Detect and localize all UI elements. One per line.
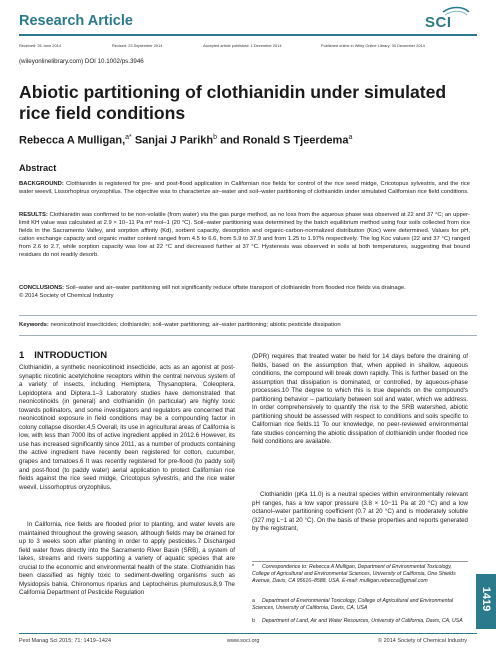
logo-text: SCI (425, 14, 452, 31)
footnote-mark: a (252, 598, 255, 604)
accepted-date: Accepted article published: 1 December 2014 (203, 43, 282, 48)
author-affiliation-mark: b (213, 134, 218, 141)
intro-paragraph-text: In California, rice fields are flooded prior to planting, and water levels are maintained throughout the growing season, although fields may be drained for up to 3 weeks soon after planting in order to apply pesticides.7 Discharged field water flows directly into the Sacramento River Basin (SRB), a system of lakes, streams and rivers supporting a variety of aquatic species that are crucial to the economic and environmental health of the state. Clothianidin has been classified as highly toxic to sediment-dwelling organisms such as Mysidopsis bahia, Chironomus riparius and Leptocheirus plumulosus.8,9 The California Department of Pesticide Regulation (19, 521, 235, 597)
abstract-results (19, 211, 470, 260)
header-rule (19, 34, 477, 36)
section-number: 1 (19, 350, 25, 361)
page-number: 1419 (480, 586, 492, 612)
intro-paragraph: (DPR) requires that treated water be held for 14 days before the draining of fields, based on the assumption that, when applied in shallow, aqueous conditions, the compound will break down rapidly. This is further based on the assumption that dissipation is dominated, or controlled, by aqueous-phase processes.10 The degree to which this is true depends on the compound's partitioning behavior – particularly between soil and water, which we address. In order comprehensively to quantify the risk to the SRB watershed, abiotic partitioning should be assessed with respect to conditions and soils specific to Californian rice fields.11 To our knowledge, no peer-reviewed environmental fate studies concerning the abiotic dissipation of clothianidin under flooded rice field conditions are available. (252, 353, 468, 446)
intro-paragraph-text: Clothianidin (pKa 11.0) is a neutral species within environmentally relevant pH ranges, has a low vapor pressure (3.8 × 10−11 Pa at 20 °C) and a low octanol–water partitioning coefficient (0.7 at 20 °C) and is moderately soluble (327 mg L−1 at 20 °C). On the basis of these properties and reports generated by the registrant, (252, 491, 468, 533)
author-name: Sanjai J Parikh (134, 134, 214, 147)
sci-logo (413, 4, 473, 34)
footer-rule (19, 633, 477, 634)
abstract-copyright: © 2014 Society of Chemical Industry (19, 293, 114, 300)
footnote (252, 618, 468, 625)
revised-date: Revised: 23 September 2014 (112, 43, 163, 48)
keywords-rule-bottom (19, 335, 477, 336)
journal-citation: Pest Manag Sci 2015; 71: 1419–1424 (19, 638, 112, 644)
page-number-tab (476, 574, 496, 629)
abstract-text: Clothianidin is registered for pre- and post-flood application in Californian rice fields for control of the rice seed midge, Cricotopus sylvestris, and the rice water weevil, Lissorhoptrus oryzophilus. The objective was to characterize air–water and soil–water partitioning of clothianidin under simulated Californian rice field conditions. (19, 181, 470, 196)
abstract-background (19, 180, 470, 196)
author-list (19, 134, 352, 147)
abstract-conclusions (19, 284, 470, 300)
abstract-label: RESULTS: (19, 212, 48, 218)
article-title: Abiotic partitioning of clothianidin under simulated rice field conditions (19, 82, 447, 123)
abstract-label: BACKGROUND: (19, 181, 64, 187)
received-date: Received: 26 June 2014 (19, 43, 61, 48)
author-affiliation-mark: a (348, 134, 353, 141)
author-affiliation-mark: a* (125, 134, 132, 141)
abstract-text: Clothianidin was confirmed to be non-volatile (from water) via the gas purge method, as no loss from the aqueous phase was observed at 22 and 37 °C; an upper-limit KH value was calculated at 2.9 × 10−11 Pa m³ mol−1 (20 °C). Soil–water partitioning was determined by the batch equilibrium method using four soils collected from rice fields in the Sacramento Valley, and sorption affinity (Kd), sorbent capacity, desorption and organic-carbon-normalized distribution (Koc) were determined. Values for pH, cation exchange capacity and organic matter content ranged from 4.5 to 6.6, from 5.9 to 37.9 and from 1.25 to 1.97% respectively. The log Koc values (22 and 37 °C) ranged from 2.6 to 2.7, while sorption capacity was low at 22 °C and decreased further at 37 °C. Hysteresis was observed in soils at both temperatures, suggesting that bound residues do not readily desorb. (19, 212, 471, 259)
author-name: Rebecca A Mulligan, (19, 134, 126, 147)
author-name: and Ronald S Tjeerdema (220, 134, 349, 147)
journal-website[interactable]: www.soci.org (227, 638, 260, 644)
doi-line: (wileyonlinelibrary.com) DOI 10.1002/ps.3946 (19, 58, 144, 65)
footer-copyright: © 2014 Society of Chemical Industry (378, 638, 468, 644)
intro-paragraph: Clothianidin, a synthetic neonicotinoid insecticide, acts as an agonist at post-synaptic nicotinic acetylcholine receptors within the central nervous system of a variety of insects, including Hemiptera, Thysanoptera, Coleoptera, Lepidoptera and Diptera.1–3 Laboratory studies have demonstrated that neonicotinoids (in general) and clothianidin (in particular) are highly toxic towards pollinators, and some investigators and regulators are concerned that neonicotinoid exposure in field conditions may be a compounding factor in colony collapse disorder.4,5 Overall, its use in agricultural areas of California is low, with less than 7000 lbs of active ingredient applied in 2012.6 However, its use has increased significantly since 2011, as a number of products containing the active ingredient have recently been registered for cotton, cucumber, grapes and tomatoes.6 It was recently registered for pre-flood (to paddy soil) and post-flood (to paddy water) aerial application to protect Californian rice fields against the rice seed midge, Cricotopus sylvestris, and the rice water weevil, Lissorhoptrus oryzophilus. (19, 364, 235, 491)
published-date: Published online in Wiley Online Library: 30 December 2014 (321, 43, 425, 48)
footnote (252, 564, 468, 586)
abstract-heading: Abstract (19, 163, 57, 173)
keywords-label: Keywords: (19, 322, 49, 328)
section-title: INTRODUCTION (34, 350, 108, 361)
intro-paragraph (19, 521, 235, 598)
section-heading (19, 350, 107, 361)
keywords-rule-top (19, 315, 477, 316)
footnote (252, 598, 468, 612)
footnote-text: Department of Land, Air and Water Resources, University of California, Davis, CA, USA (262, 618, 463, 624)
keywords (19, 322, 470, 328)
abstract-label: CONCLUSIONS: (19, 285, 65, 291)
footnote-mark: b (252, 618, 255, 624)
keywords-text: neonicotinoid insecticides; clothianidin; soil–water partitioning; air–water partitioning; abiotic pesticide dissipation (50, 322, 341, 328)
abstract-text: Soil–water and air–water partitioning will not significantly reduce offsite transport of clothianidin from flooded rice fields via drainage. (65, 285, 406, 291)
intro-paragraph (252, 491, 468, 534)
footnote-text: Correspondence to: Rebecca A Mulligan, Department of Environmental Toxicology, College of Agricultural and Environmental Sciences, University of California, One Shields Avenue, Davis, CA 95616–8588, USA. E-mail: mulligan.rebecca@gmail.com (252, 564, 456, 585)
footnote-text: Department of Environmental Toxicology, College of Agricultural and Environmental Sciences, University of California, Davis, CA, USA (252, 598, 453, 612)
section-label: Research Article (19, 13, 133, 29)
footnote-mark: * (252, 564, 255, 570)
footnote-rule (252, 561, 468, 562)
